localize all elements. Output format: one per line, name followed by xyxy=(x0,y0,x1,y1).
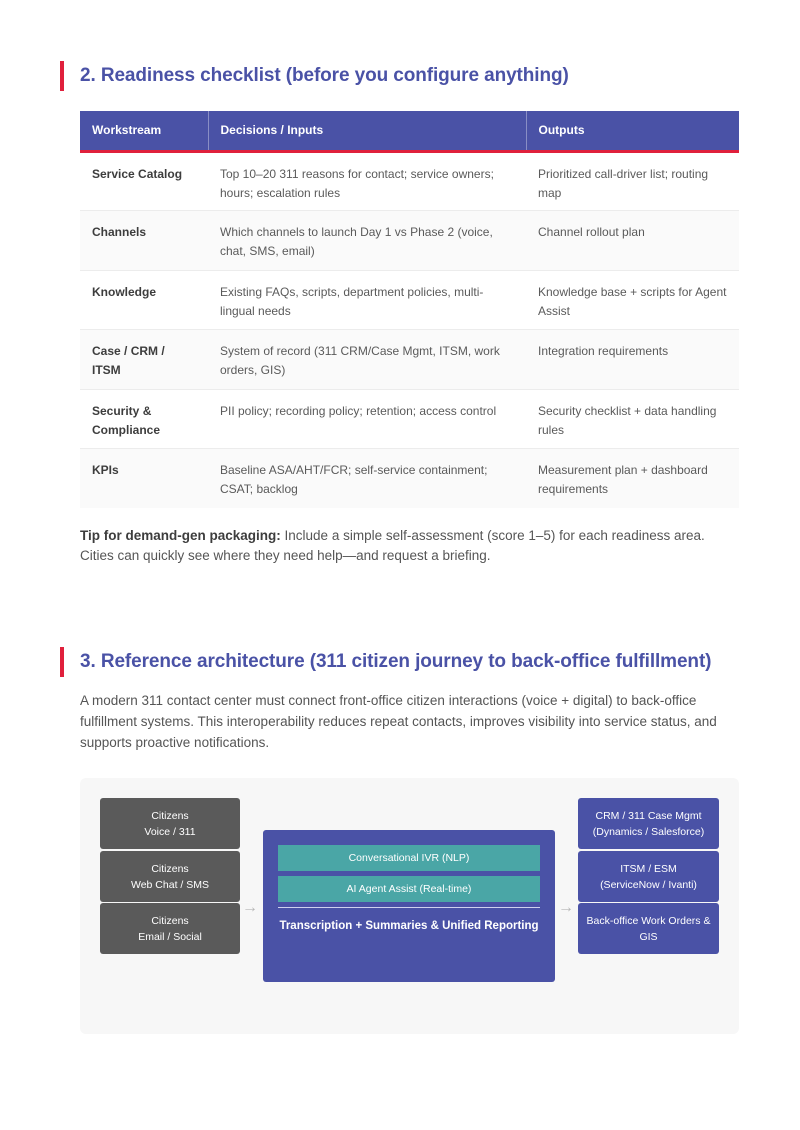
workstream-cell: Knowledge xyxy=(80,270,208,330)
table-row xyxy=(80,211,739,271)
architecture-diagram xyxy=(80,778,739,1034)
section-3-heading xyxy=(60,647,711,677)
hub-title: Transcription + Summaries & Unified Reporting xyxy=(279,920,539,932)
workstream-cell: Security & Compliance xyxy=(80,389,208,449)
section-2-heading xyxy=(60,61,569,91)
table-row xyxy=(80,151,739,211)
column-header-outputs: Outputs xyxy=(526,111,739,151)
workstream-cell: Channels xyxy=(80,211,208,271)
agent-assist-band: AI Agent Assist (Real-time) xyxy=(278,876,540,902)
node-sublabel: GIS xyxy=(639,930,658,943)
node-sublabel: Voice / 311 xyxy=(144,825,196,838)
architecture-intro: A modern 311 contact center must connect front-office citizen interactions (voice + digital) to back-office fulfillment systems. This interoperability reduces repeat contacts, improves visibility into service status, and supports proactive notifications. xyxy=(80,693,717,750)
decisions-cell: Which channels to launch Day 1 vs Phase 2 (voice, chat, SMS, email) xyxy=(208,211,526,271)
node-sublabel: (Dynamics / Salesforce) xyxy=(592,825,705,838)
node-label: Citizens xyxy=(151,914,189,927)
section-2-title: 2. Readiness checklist (before you configure anything) xyxy=(80,65,569,86)
table-row xyxy=(80,449,739,509)
node-label: Citizens xyxy=(151,862,189,875)
hub-divider xyxy=(278,907,540,908)
itsm-esm-node xyxy=(578,851,719,902)
outputs-cell: Prioritized call-driver list; routing map xyxy=(526,151,739,211)
outputs-cell: Measurement plan + dashboard requirements xyxy=(526,449,739,509)
tip-label: Tip for demand-gen packaging: xyxy=(80,528,281,543)
workstream-cell: KPIs xyxy=(80,449,208,509)
readiness-table xyxy=(80,111,739,508)
arrow-right-icon: → xyxy=(242,899,258,916)
column-header-decisions: Decisions / Inputs xyxy=(208,111,526,151)
node-label: ITSM / ESM xyxy=(620,862,677,875)
citizens-email-node xyxy=(100,903,240,954)
decisions-cell: Existing FAQs, scripts, department policies, multi-lingual needs xyxy=(208,270,526,330)
conversational-ivr-band: Conversational IVR (NLP) xyxy=(278,845,540,871)
node-sublabel: Email / Social xyxy=(138,930,202,943)
column-header-workstream: Workstream xyxy=(80,111,208,151)
decisions-cell: PII policy; recording policy; retention; access control xyxy=(208,389,526,449)
citizens-voice-node xyxy=(100,798,240,849)
arrow-right-icon: → xyxy=(558,899,574,916)
demand-gen-tip xyxy=(80,526,740,566)
table-row xyxy=(80,330,739,390)
heading-accent-bar xyxy=(60,61,64,91)
workstream-cell: Case / CRM / ITSM xyxy=(80,330,208,390)
outputs-cell: Knowledge base + scripts for Agent Assist xyxy=(526,270,739,330)
node-sublabel: (ServiceNow / Ivanti) xyxy=(600,878,697,891)
node-label: CRM / 311 Case Mgmt xyxy=(595,809,702,822)
node-sublabel: Web Chat / SMS xyxy=(130,878,209,891)
outputs-cell: Integration requirements xyxy=(526,330,739,390)
section-3-title: 3. Reference architecture (311 citizen journey to back-office fulfillment) xyxy=(80,651,712,672)
heading-accent-bar xyxy=(60,647,64,677)
decisions-cell: Top 10–20 311 reasons for contact; service owners; hours; escalation rules xyxy=(208,151,526,211)
outputs-cell: Channel rollout plan xyxy=(526,211,739,271)
decisions-cell: System of record (311 CRM/Case Mgmt, ITSM, work orders, GIS) xyxy=(208,330,526,390)
outputs-cell: Security checklist + data handling rules xyxy=(526,389,739,449)
table-row xyxy=(80,389,739,449)
decisions-cell: Baseline ASA/AHT/FCR; self-service containment; CSAT; backlog xyxy=(208,449,526,509)
citizens-chat-node xyxy=(100,851,240,902)
table-header-row xyxy=(80,111,739,151)
work-orders-gis-node xyxy=(578,903,719,954)
node-label: Back-office Work Orders & xyxy=(586,914,711,927)
node-label: Citizens xyxy=(151,809,189,822)
tip-text: Include a simple self-assessment (score 1–5) for each readiness area. Cities can quickly see where they need help—and request a briefing. xyxy=(80,528,705,563)
workstream-cell: Service Catalog xyxy=(80,151,208,211)
table-row xyxy=(80,270,739,330)
contact-center-hub xyxy=(263,830,555,982)
crm-case-node xyxy=(578,798,719,849)
